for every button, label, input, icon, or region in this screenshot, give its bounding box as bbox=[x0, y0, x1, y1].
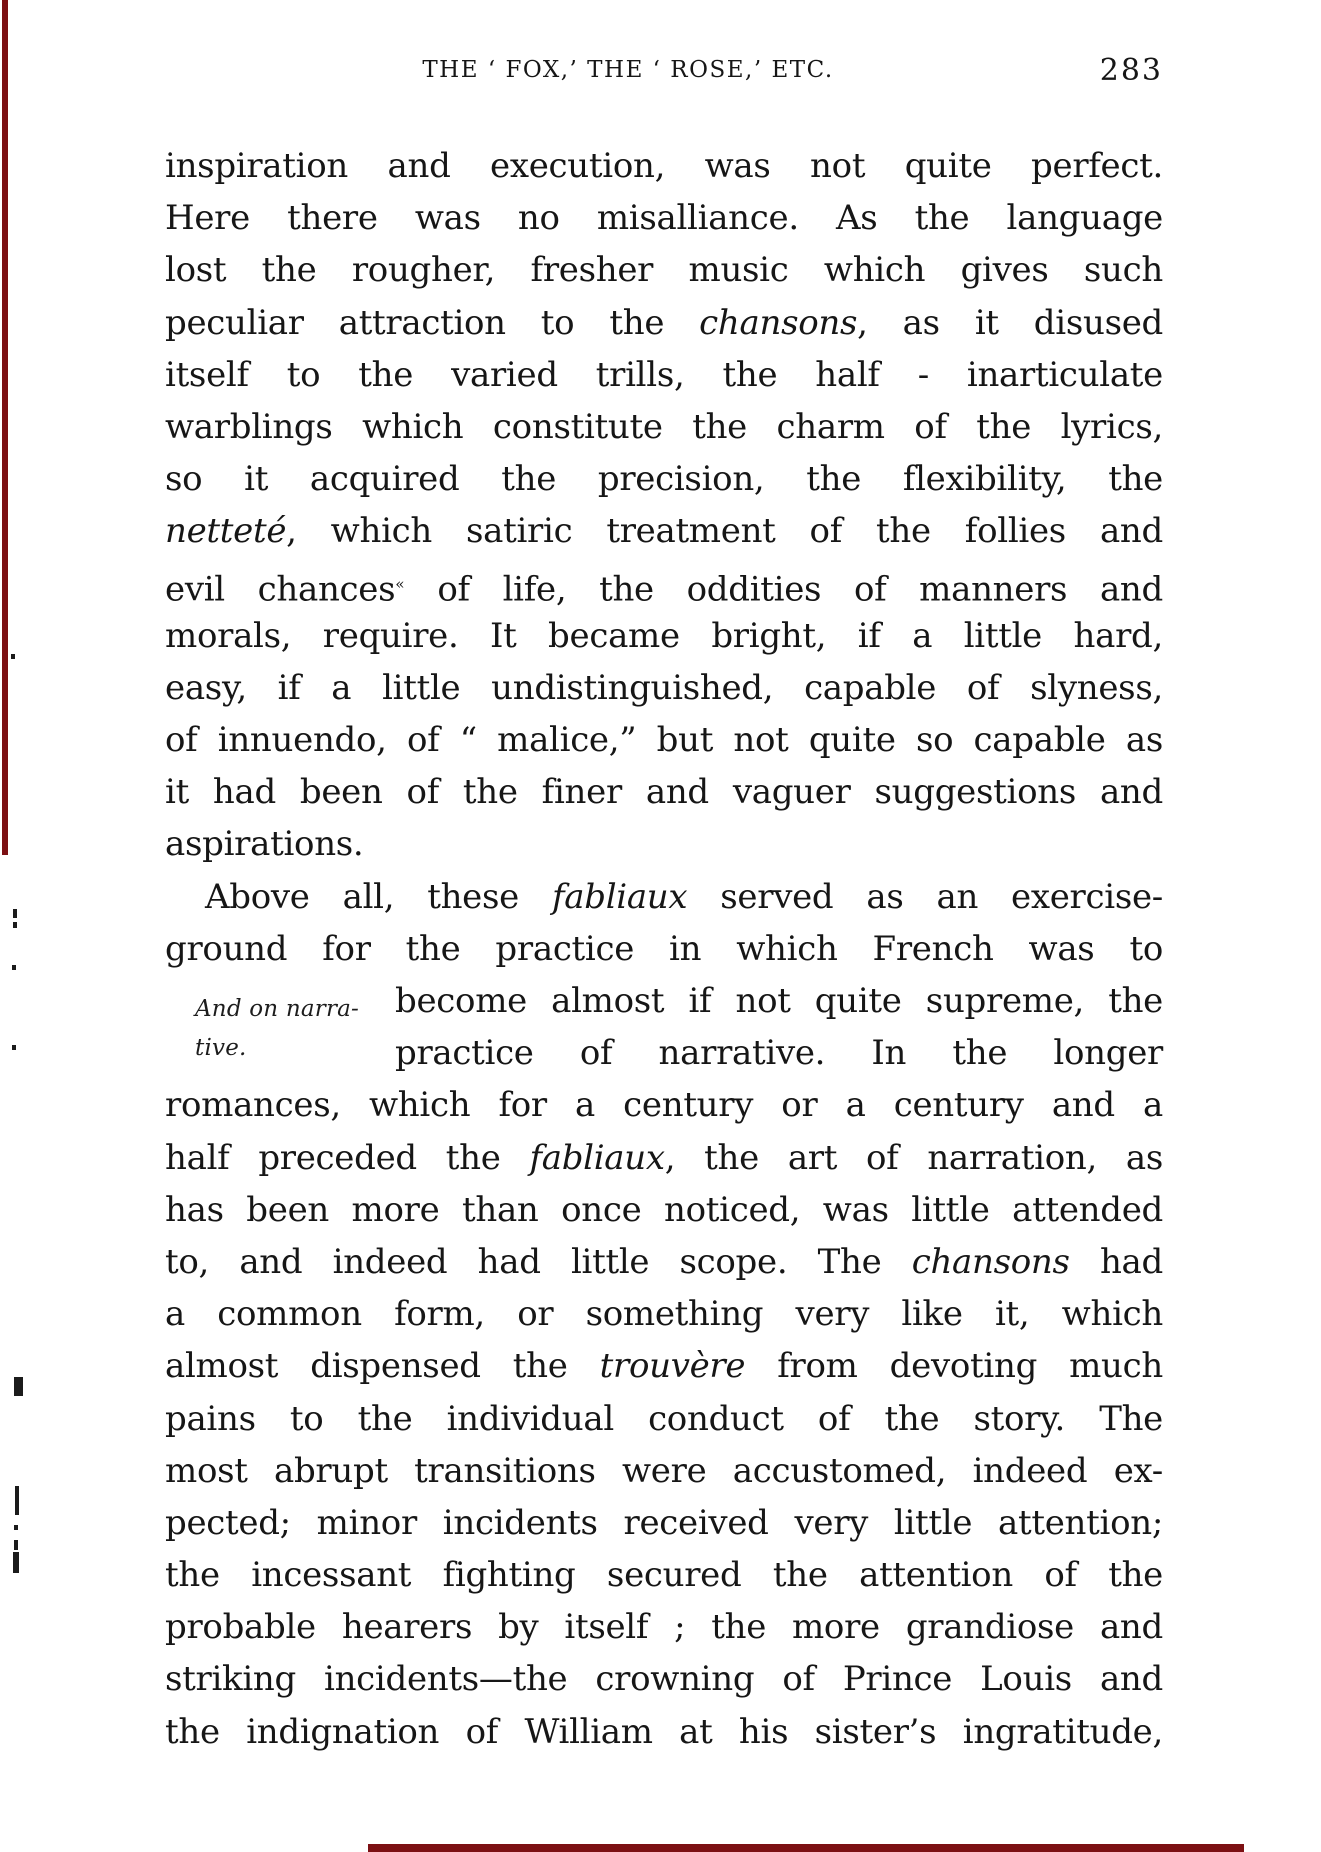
body-line: so it acquired the precision, the flexibility, the bbox=[165, 459, 1163, 500]
ink-speck-superscript: « bbox=[395, 574, 405, 593]
body-line: inspiration and execution, was not quite perfect. bbox=[165, 146, 1163, 186]
margin-note-line: tive. bbox=[195, 1035, 247, 1061]
ink-mark bbox=[11, 654, 15, 659]
ink-mark bbox=[13, 922, 17, 928]
margin-note-line: And on narra- bbox=[195, 996, 360, 1022]
ink-mark bbox=[14, 1377, 23, 1396]
body-line: a common form, or something very like it, which bbox=[165, 1294, 1163, 1335]
ink-mark bbox=[15, 1486, 19, 1515]
body-line: probable hearers by itself ; the more grandiose and bbox=[165, 1607, 1163, 1648]
body-line: itself to the varied trills, the half - inarticulate bbox=[165, 354, 1163, 395]
scan-edge-line bbox=[368, 1844, 1244, 1852]
body-line: pected; minor incidents received very little attention; bbox=[165, 1502, 1163, 1543]
body-line: practice of narrative. In the longer bbox=[395, 1033, 1163, 1074]
body-line: netteté, which satiric treatment of the follies and bbox=[165, 511, 1163, 552]
body-line: easy, if a little undistinguished, capable of slyness, bbox=[165, 667, 1163, 708]
body-line: half preceded the fabliaux, the art of narration, as bbox=[165, 1137, 1163, 1178]
body-line: pains to the individual conduct of the story. The bbox=[165, 1398, 1163, 1439]
body-line: has been more than once noticed, was little attended bbox=[165, 1189, 1163, 1230]
body-line: morals, require. It became bright, if a little hard, bbox=[165, 615, 1163, 656]
body-line: peculiar attraction to the chansons, as it disused bbox=[165, 302, 1164, 343]
ink-mark bbox=[13, 1552, 19, 1573]
body-line: romances, which for a century or a century and a bbox=[165, 1085, 1163, 1126]
ink-mark bbox=[12, 1045, 16, 1050]
ink-mark bbox=[14, 1525, 18, 1530]
scan-edge-line bbox=[2, 0, 8, 855]
ink-mark bbox=[14, 1540, 18, 1550]
body-line: Here there was no misalliance. As the language bbox=[165, 198, 1163, 239]
body-line: striking incidents—the crowning of Prince Louis and bbox=[165, 1659, 1163, 1700]
body-line: lost the rougher, fresher music which gives such bbox=[165, 250, 1163, 291]
body-line: the indignation of William at his sister’s ingratitude, bbox=[165, 1711, 1163, 1752]
body-line: the incessant fighting secured the attention of the bbox=[165, 1555, 1163, 1596]
body-line: to, and indeed had little scope. The chansons had bbox=[165, 1241, 1163, 1282]
body-line: ground for the practice in which French was to bbox=[165, 928, 1163, 969]
body-line: warblings which constitute the charm of the lyrics, bbox=[165, 406, 1163, 447]
ink-mark bbox=[12, 965, 16, 970]
body-line: it had been of the finer and vaguer suggestions and bbox=[165, 772, 1163, 813]
body-text bbox=[165, 140, 1163, 1758]
ink-mark bbox=[13, 909, 17, 918]
body-line: of innuendo, of “ malice,” but not quite so capable as bbox=[165, 720, 1163, 761]
body-line: Above all, these fabliaux served as an exercise- bbox=[205, 876, 1163, 917]
page-number: 283 bbox=[1099, 53, 1163, 88]
body-line: most abrupt transitions were accustomed, indeed ex- bbox=[165, 1450, 1163, 1491]
body-line: almost dispensed the trouvère from devoting much bbox=[165, 1346, 1163, 1387]
running-header bbox=[0, 53, 1321, 93]
body-line: evil chances« of life, the oddities of manners and bbox=[165, 568, 1163, 609]
body-line: aspirations. bbox=[165, 824, 364, 865]
running-header-title: THE ‘ FOX,’ THE ‘ ROSE,’ ETC. bbox=[422, 57, 834, 83]
body-line: become almost if not quite supreme, the bbox=[395, 981, 1163, 1021]
